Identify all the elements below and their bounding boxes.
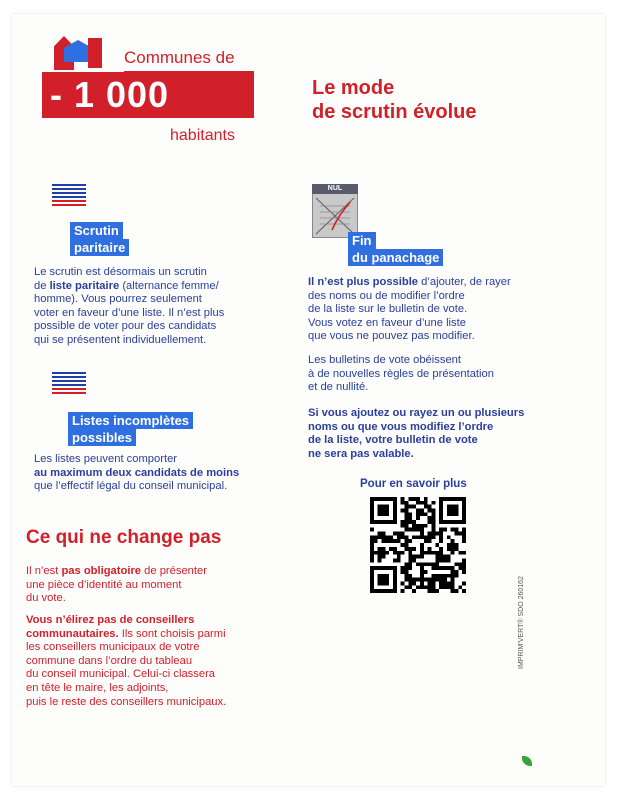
panachage-line-1b: d’ajouter, de rayer bbox=[418, 276, 511, 288]
listes-line-2: au maximum deux candidats de moins bbox=[34, 466, 240, 479]
unchanged-q-line-7: puis le reste des conseillers municipaux. bbox=[26, 695, 227, 708]
ballot-label: NUL bbox=[312, 184, 358, 194]
panachage-r-line-3: et de nullité. bbox=[308, 381, 369, 394]
scrutin-line-2b: liste paritaire bbox=[49, 279, 120, 292]
page-title bbox=[312, 76, 477, 124]
header-bottom-text: habitants bbox=[170, 127, 235, 144]
panachage-paragraph-1 bbox=[308, 276, 511, 344]
unchanged-q-line-3: les conseillers municipaux de votre bbox=[26, 641, 200, 654]
panachage-s-line-3: de la liste, votre bulletin de vote bbox=[308, 434, 478, 447]
unchanged-line-1a: Il n’est bbox=[26, 565, 62, 577]
scrutin-line-4: voter en faveur d’une liste. Il n’est plus bbox=[34, 306, 225, 319]
flyer-page bbox=[12, 14, 605, 786]
unchanged-q-line-1: Vous n’élirez pas de conseillers bbox=[26, 614, 195, 626]
scrutin-line-2a: de bbox=[34, 279, 50, 292]
stripes-icon-red-2 bbox=[52, 388, 86, 396]
printer-note: IMPRIM’VERT® SDO 260162 bbox=[518, 576, 525, 669]
unchanged-q-line-2a: communautaires. bbox=[26, 627, 119, 640]
unchanged-q-line-6: en tête le maire, les adjoints, bbox=[26, 681, 169, 694]
panachage-line-2: des noms ou de modifier l’ordre bbox=[308, 289, 465, 302]
panachage-paragraph-2 bbox=[308, 354, 494, 395]
unchanged-line-3: du vote. bbox=[26, 592, 66, 605]
panachage-r-line-1: Les bulletins de vote obéissent bbox=[308, 354, 461, 366]
scrutin-line-1: Le scrutin est désormais un scrutin bbox=[34, 266, 207, 278]
qr-label: Pour en savoir plus bbox=[360, 478, 467, 490]
stripes-icon-red bbox=[52, 200, 86, 208]
listes-line-3: que l’effectif légal du conseil municipal. bbox=[34, 480, 228, 493]
tag-fin: Fin bbox=[348, 232, 376, 249]
panachage-line-3: de la liste sur le bulletin de vote. bbox=[308, 303, 468, 316]
unchanged-line-1b: pas obligatoire bbox=[61, 565, 142, 577]
unchanged-line-2: une pièce d’identité au moment bbox=[26, 578, 182, 591]
scrutin-line-5: possible de voter pour des candidats bbox=[34, 320, 217, 333]
unchanged-paragraph-2 bbox=[26, 614, 226, 709]
unchanged-q-line-2 bbox=[26, 628, 226, 642]
unchanged-q-line-2b: Ils sont choisis parmi bbox=[118, 627, 226, 640]
panachage-s-line-1: Si vous ajoutez ou rayez un ou plusieurs bbox=[308, 407, 525, 419]
page-title-line2: de scrutin évolue bbox=[312, 101, 477, 123]
panachage-s-line-2: noms ou que vous modifiez l’ordre bbox=[308, 420, 494, 433]
header-top-text: Communes de bbox=[124, 48, 235, 67]
scrutin-line-2 bbox=[34, 280, 224, 294]
section-title-unchanged: Ce qui ne change pas bbox=[26, 527, 222, 548]
panachage-line-4: Vous votez en faveur d’une liste bbox=[308, 316, 466, 329]
panachage-s-line-4: ne sera pas valable. bbox=[308, 447, 414, 460]
header-big-number: - 1 000 bbox=[50, 74, 170, 115]
tag-scrutin: Scrutin bbox=[70, 222, 123, 239]
unchanged-q-line-5: du conseil municipal. Celui-ci classera bbox=[26, 668, 216, 681]
unchanged-line-1 bbox=[26, 565, 207, 579]
panachage-line-5: que vous ne pouvez pas modifier. bbox=[308, 330, 475, 343]
tag-paritaire: paritaire bbox=[70, 239, 129, 256]
tag-possibles: possibles bbox=[68, 429, 136, 446]
unchanged-paragraph-1 bbox=[26, 565, 207, 606]
scrutin-line-2c: (alternance femme/ bbox=[119, 279, 219, 292]
panachage-paragraph-3 bbox=[308, 407, 524, 461]
leaf-icon bbox=[522, 756, 532, 766]
page-title-line1: Le mode bbox=[312, 77, 395, 99]
panachage-line-1a: Il n’est plus possible bbox=[308, 276, 419, 288]
qr-code-icon[interactable] bbox=[370, 497, 466, 593]
tag-du-panachage: du panachage bbox=[348, 249, 443, 266]
listes-paragraph bbox=[34, 453, 239, 494]
scrutin-line-6: qui se présentent individuellement. bbox=[34, 333, 207, 346]
panachage-line-1 bbox=[308, 276, 511, 290]
scrutin-line-3: homme). Vous pourrez seulement bbox=[34, 293, 202, 306]
unchanged-line-1c: de présenter bbox=[141, 565, 207, 577]
tag-listes-incompletes: Listes incomplètes bbox=[68, 412, 193, 429]
listes-line-1: Les listes peuvent comporter bbox=[34, 453, 178, 465]
panachage-r-line-2: à de nouvelles règles de présentation bbox=[308, 367, 494, 380]
unchanged-q-line-4: commune dans l’ordre du tableau bbox=[26, 654, 193, 667]
house-icon-chimney bbox=[88, 38, 102, 68]
scrutin-paragraph bbox=[34, 266, 224, 348]
ballot-crossed-icon bbox=[314, 196, 356, 236]
